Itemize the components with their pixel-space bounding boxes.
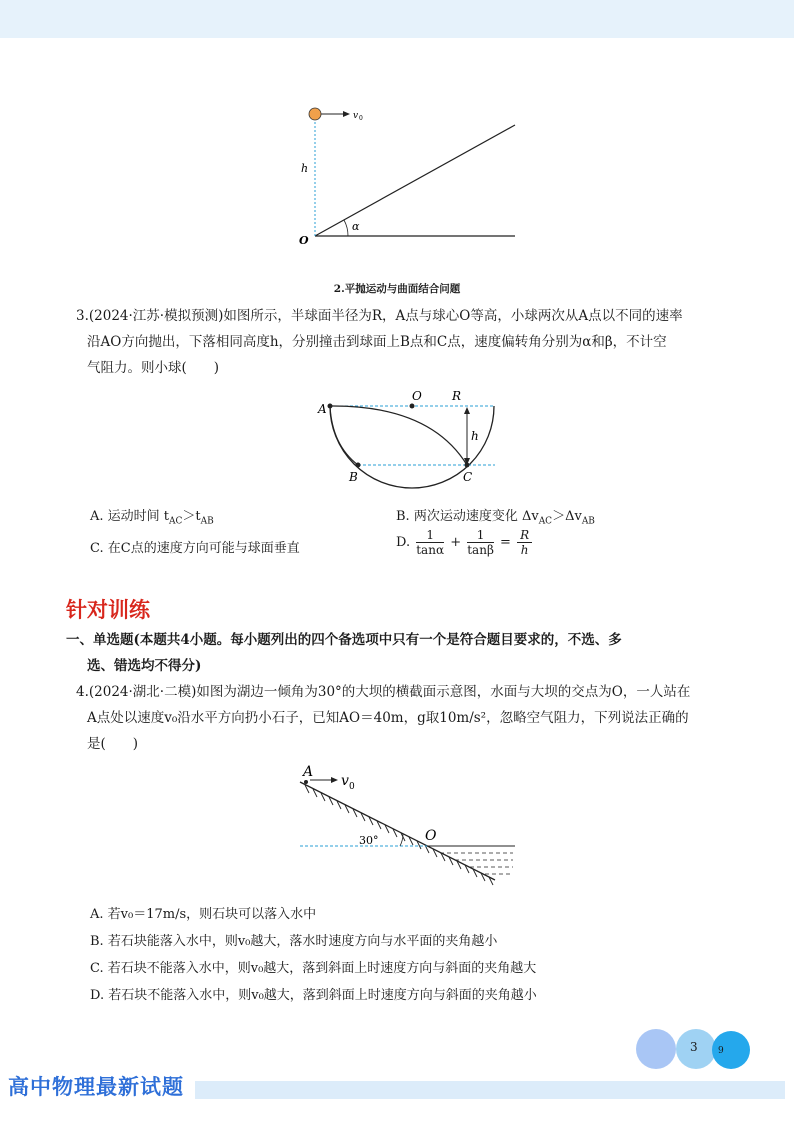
q4-option-b: B. 若石块能落入水中，则v₀越大，落水时速度方向与水平面的夹角越小 <box>90 934 498 949</box>
label-O: O <box>425 828 437 844</box>
page-number-suffix: 9 <box>718 1046 724 1056</box>
part1-line1: 一、单选题(本题共4小题。每小题列出的四个备选项中只有一个是符合题目要求的，不选、多 <box>66 632 622 648</box>
q3-option-a-gt: ＞t <box>182 509 201 524</box>
q4-option-c: C. 若石块不能落入水中，则v₀越大，落到斜面上时速度方向与斜面的夹角越大 <box>90 961 537 976</box>
label-A: A <box>303 764 314 780</box>
q3-option-a <box>90 505 214 527</box>
q4-line2: A点处以速度v₀沿水平方向扔小石子，已知AO＝40m，g取10m/s²，忽略空气阻力，下列说法正确的 <box>87 710 689 726</box>
q3-option-b-text: B. 两次运动速度变化 Δv <box>396 509 539 524</box>
q3-option-a-sub2: AB <box>200 516 214 527</box>
q3-option-b-sub1: AC <box>538 516 553 527</box>
label-v0: v <box>341 773 349 789</box>
label-O: O <box>299 234 309 247</box>
label-h: h <box>301 162 309 175</box>
label-angle: 30° <box>359 834 379 847</box>
label-B: B <box>349 470 358 484</box>
figure-incline <box>290 100 530 250</box>
label-A: A <box>318 402 327 416</box>
q3-line2: 沿AO方向抛出，下落相同高度h，分别撞击到球面上B点和C点，速度偏转角分别为α和β，不计空 <box>87 334 667 350</box>
q3-option-c: C. 在C点的速度方向可能与球面垂直 <box>90 541 300 556</box>
fraction-1-tan-alpha: $\frac{1}{\tan\alpha}$ <box>416 528 445 557</box>
page-number: 3 <box>690 1040 698 1054</box>
q3-option-a-sub1: AC <box>169 516 183 527</box>
label-R: R <box>452 389 462 403</box>
label-v0-sub: 0 <box>349 782 355 792</box>
plus-sign: + <box>450 535 462 550</box>
q3-option-a-text: A. 运动时间 t <box>90 509 170 524</box>
page-circle-1 <box>636 1029 676 1069</box>
q3-line1: 3.(2024·江苏·模拟预测)如图所示，半球面半径为R，A点与球心O等高，小球两次从A点以不同的速率 <box>76 308 683 324</box>
equals-sign: = <box>500 535 511 550</box>
q3-option-b-gt: ＞Δv <box>552 509 582 524</box>
q3-option-d-label: D. <box>396 535 411 550</box>
q4-line1: 4.(2024·湖北·二模)如图为湖边一倾角为30°的大坝的横截面示意图，水面与大坝的交点为O，一人站在 <box>76 684 691 700</box>
part1-line2: 选、错选均不得分) <box>87 658 202 674</box>
label-h: h <box>471 429 479 443</box>
q4-option-d: D. 若石块不能落入水中，则v₀越大，落到斜面上时速度方向与斜面的夹角越小 <box>90 988 537 1003</box>
q3-option-b-sub2: AB <box>581 516 595 527</box>
footer-band <box>195 1081 785 1099</box>
figure-dam <box>295 760 525 890</box>
q4-option-a: A. 若v₀＝17m/s，则石块可以落入水中 <box>90 907 317 922</box>
section-title: 针对训练 <box>66 598 150 622</box>
label-O: O <box>412 389 422 403</box>
q3-line3: 气阻力。则小球( ) <box>87 360 220 376</box>
label-alpha: α <box>352 220 360 233</box>
header-band <box>0 0 794 38</box>
label-C: C <box>463 470 473 484</box>
label-v0-sub: 0 <box>359 115 363 122</box>
q4-line3: 是( ) <box>87 736 139 752</box>
q3-option-b <box>396 505 595 527</box>
figure-caption: 2.平抛运动与曲面结合问题 <box>333 283 461 295</box>
fraction-r-h: $\frac{R}{h}$ <box>517 528 532 557</box>
figure-hemisphere <box>310 385 510 495</box>
footer-brand: 高中物理最新试题 <box>8 1075 184 1099</box>
fraction-1-tan-beta: $\frac{1}{\tan\beta}$ <box>467 528 494 557</box>
label-v0: v <box>353 111 359 121</box>
q3-option-d <box>396 528 534 557</box>
